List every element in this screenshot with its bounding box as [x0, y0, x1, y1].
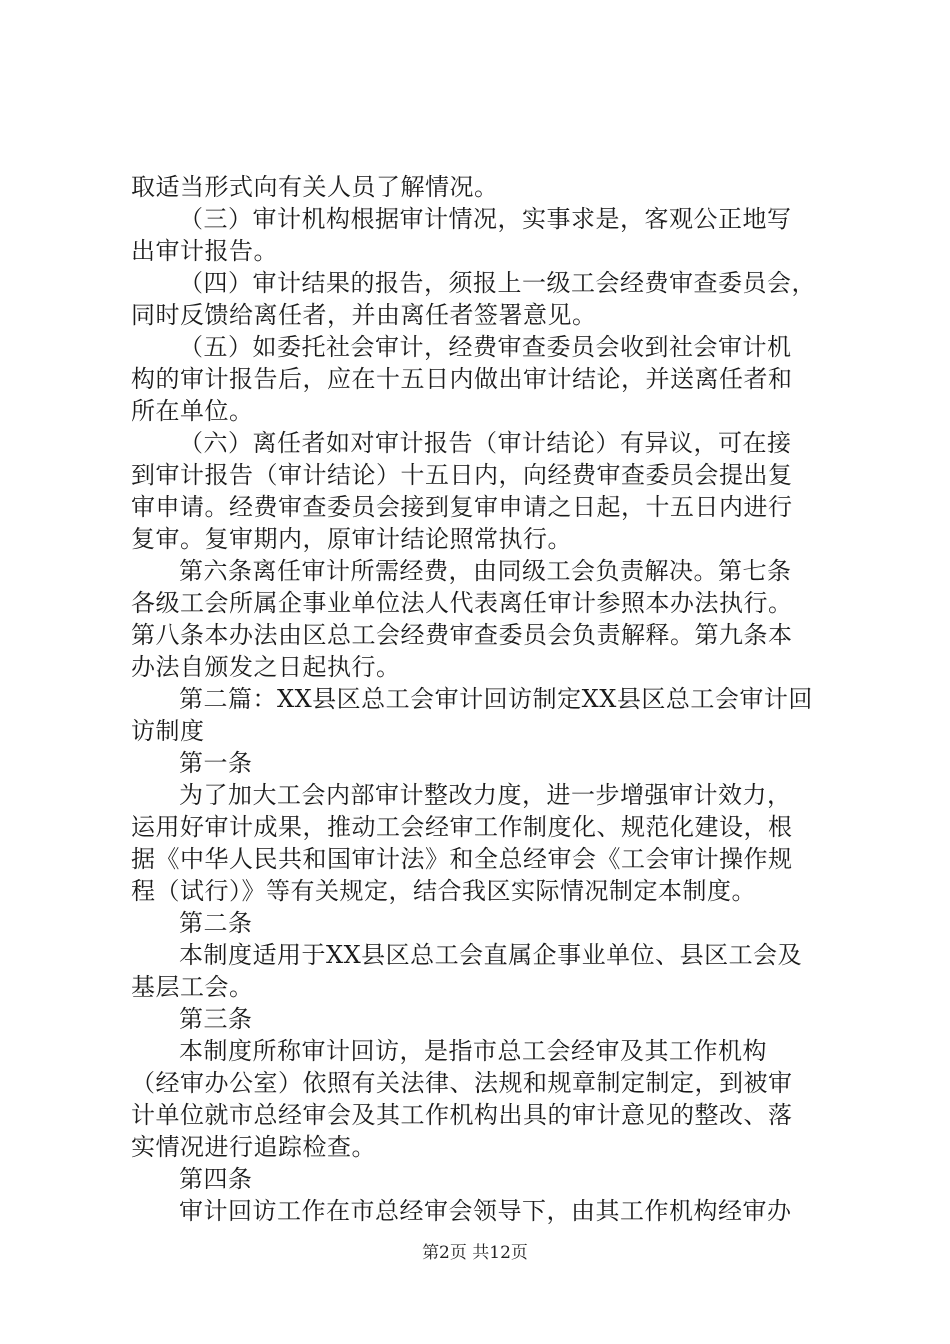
- text-line: 取适当形式向有关人员了解情况。: [131, 173, 499, 201]
- text-line: 程（试行）》等有关规定，结合我区实际情况制定本制度。: [131, 877, 756, 905]
- text-line: 运用好审计成果，推动工会经审工作制度化、规范化建设，根: [131, 813, 793, 841]
- text-line: 为了加大工会内部审计整改力度，进一步增强审计效力，: [179, 781, 792, 809]
- page-number-footer: 第2页 共12页: [422, 1243, 528, 1263]
- text-line: （四）审计结果的报告，须报上一级工会经费审查委员会，: [179, 269, 816, 297]
- document-body: [131, 171, 836, 1227]
- text-line: 基层工会。: [131, 973, 254, 1001]
- text-line: （经审办公室）依照有关法律、法规和规章制定制定，到被审: [131, 1069, 793, 1097]
- article-heading: 第三条: [179, 1005, 253, 1033]
- text-line: 审计回访工作在市总经审会领导下，由其工作机构经审办: [179, 1197, 792, 1225]
- text-line: 第八条本办法由区总工会经费审查委员会负责解释。第九条本: [131, 621, 793, 649]
- text-line: 本制度适用于XX县区总工会直属企事业单位、县区工会及: [179, 941, 803, 969]
- text-line: 办法自颁发之日起执行。: [131, 653, 401, 681]
- text-line: 本制度所称审计回访，是指市总工会经审及其工作机构: [179, 1037, 767, 1065]
- section-heading-continued: 访制度: [131, 717, 205, 745]
- text-line: 各级工会所属企事业单位法人代表离任审计参照本办法执行。: [131, 589, 793, 617]
- article-heading: 第二条: [179, 909, 253, 937]
- text-line: 构的审计报告后，应在十五日内做出审计结论，并送离任者和: [131, 365, 793, 393]
- section-heading: 第二篇：XX县区总工会审计回访制定XX县区总工会审计回: [179, 685, 813, 713]
- text-line: 审申请。经费审查委员会接到复审申请之日起，十五日内进行: [131, 493, 793, 521]
- text-line: 复审。复审期内，原审计结论照常执行。: [131, 525, 572, 553]
- text-line: 计单位就市总经审会及其工作机构出具的审计意见的整改、落: [131, 1101, 793, 1129]
- text-line: 同时反馈给离任者，并由离任者签署意见。: [131, 301, 597, 329]
- text-line: 实情况进行追踪检查。: [131, 1133, 376, 1161]
- text-line: （六）离任者如对审计报告（审计结论）有异议，可在接: [179, 429, 792, 457]
- text-line: 到审计报告（审计结论）十五日内，向经费审查委员会提出复: [131, 461, 793, 489]
- text-line: （三）审计机构根据审计情况，实事求是，客观公正地写: [179, 205, 792, 233]
- text-line: 据《中华人民共和国审计法》和全总经审会《工会审计操作规: [131, 845, 793, 873]
- article-heading: 第一条: [179, 749, 253, 777]
- text-line: 第六条离任审计所需经费，由同级工会负责解决。第七条: [179, 557, 792, 585]
- text-line: （五）如委托社会审计，经费审查委员会收到社会审计机: [179, 333, 792, 361]
- text-line: 所在单位。: [131, 397, 254, 425]
- text-line: 出审计报告。: [131, 237, 278, 265]
- article-heading: 第四条: [179, 1165, 253, 1193]
